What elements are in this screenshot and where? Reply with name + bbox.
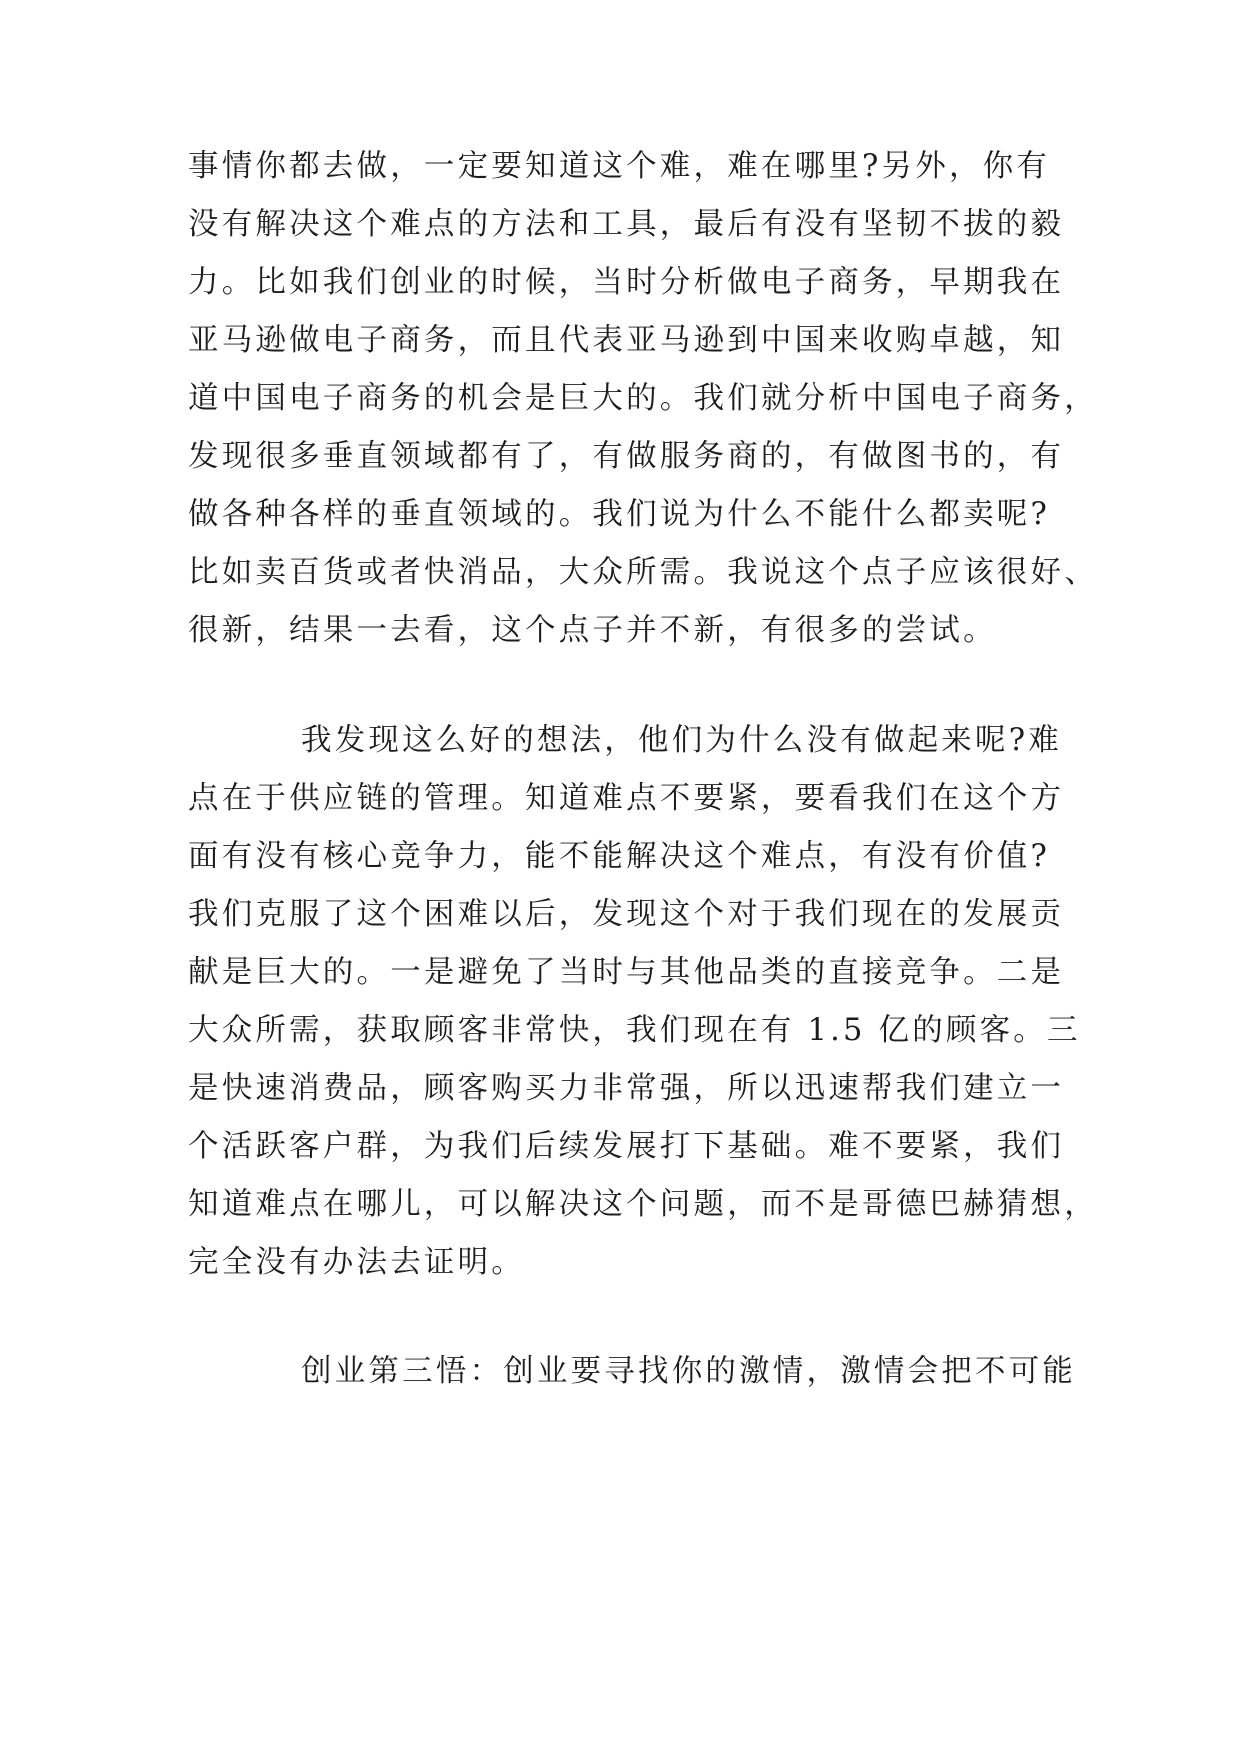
- text-line: 发现很多垂直领域都有了，有做服务商的，有做图书的，有: [188, 439, 1065, 474]
- text-line: 很新，结果一去看，这个点子并不新，有很多的尝试。: [188, 613, 997, 648]
- paragraph-3: [188, 1343, 1077, 1401]
- text-line: 没有解决这个难点的方法和工具，最后有没有坚韧不拔的毅: [188, 207, 1065, 242]
- text-line: 力。比如我们创业的时候，当时分析做电子商务，早期我在: [188, 265, 1065, 300]
- text-line: 是快速消费品，顾客购买力非常强，所以迅速帮我们建立一: [188, 1071, 1065, 1106]
- text-line: 点在于供应链的管理。知道难点不要紧，要看我们在这个方: [188, 781, 1065, 816]
- text-line: 大众所需，获取顾客非常快，我们现在有 1.5 亿的顾客。三: [188, 1013, 1081, 1048]
- text-line: 我发现这么好的想法，他们为什么没有做起来呢?难: [301, 723, 1062, 758]
- text-line: 亚马逊做电子商务，而且代表亚马逊到中国来收购卓越，知: [188, 323, 1065, 358]
- text-line: 事情你都去做，一定要知道这个难，难在哪里?另外，你有: [188, 149, 1051, 184]
- text-line: 知道难点在哪儿，可以解决这个问题，而不是哥德巴赫猜想，: [188, 1187, 1098, 1222]
- text-line: 完全没有办法去证明。: [188, 1245, 525, 1280]
- text-line: 献是巨大的。一是避免了当时与其他品类的直接竞争。二是: [188, 955, 1065, 990]
- text-line: 面有没有核心竞争力，能不能解决这个难点，有没有价值?: [188, 839, 1051, 874]
- text-line: 我们克服了这个困难以后，发现这个对于我们现在的发展贡: [188, 897, 1065, 932]
- text-line: 做各种各样的垂直领域的。我们说为什么不能什么都卖呢?: [188, 497, 1051, 532]
- text-line: 创业第三悟：创业要寻找你的激情，激情会把不可能: [301, 1354, 1077, 1389]
- paragraph-2: [188, 712, 1098, 1292]
- paragraph-1: [188, 138, 1098, 660]
- text-line: 比如卖百货或者快消品，大众所需。我说这个点子应该很好、: [188, 555, 1098, 590]
- text-line: 个活跃客户群，为我们后续发展打下基础。难不要紧，我们: [188, 1129, 1065, 1164]
- text-line: 道中国电子商务的机会是巨大的。我们就分析中国电子商务，: [188, 381, 1098, 416]
